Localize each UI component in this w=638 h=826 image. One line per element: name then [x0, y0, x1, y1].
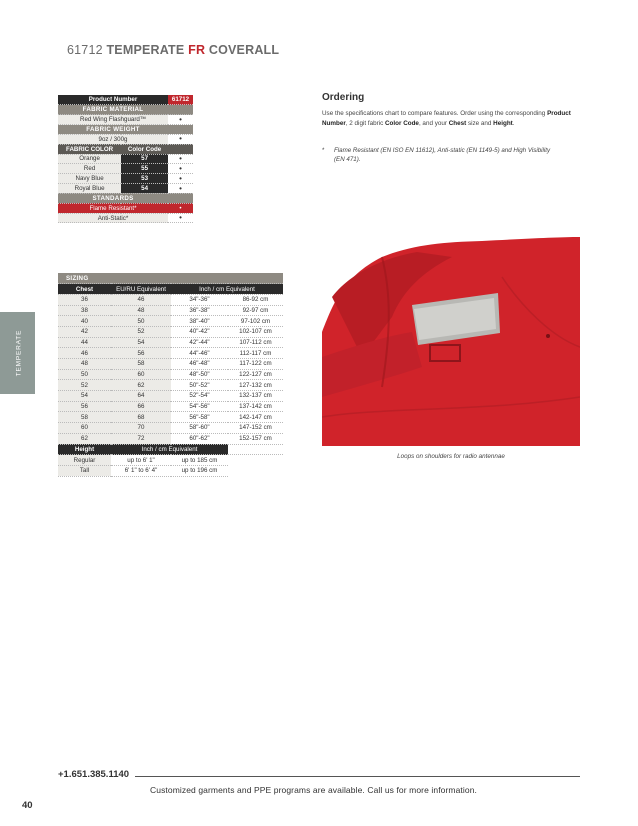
side-tab: [0, 312, 35, 394]
color-name: Red: [58, 164, 121, 174]
color-code: 54: [121, 184, 168, 194]
eu-header: EU/RU Equivalent: [111, 284, 171, 295]
eu-size: 54: [111, 337, 171, 348]
color-code: 55: [121, 164, 168, 174]
chest-size: 42: [58, 326, 111, 337]
inch-range: 48"-50": [171, 369, 228, 380]
inch-range: 42"-44": [171, 337, 228, 348]
ordering-heading: Ordering: [322, 92, 365, 103]
product-number-label: Product Number: [58, 95, 168, 105]
eu-size: 70: [111, 423, 171, 434]
size-row: [58, 401, 283, 412]
height-name: Tall: [58, 465, 111, 476]
standard-anti-static: Anti-Static*: [58, 213, 168, 223]
inch-range: 36"-38": [171, 305, 228, 316]
product-table: [58, 95, 193, 223]
fabric-material-header: FABRIC MATERIAL: [58, 105, 168, 115]
footnote-text: Flame Resistant (EN ISO EN 11612), Anti-static (EN 1149-5) and High Visibility (EN 471).: [334, 147, 551, 163]
eu-size: 50: [111, 316, 171, 327]
chest-size: 36: [58, 294, 111, 305]
inch-cm-header: Inch / cm Equivalent: [171, 284, 283, 295]
chest-size: 38: [58, 305, 111, 316]
chest-size: 46: [58, 348, 111, 359]
eu-size: 72: [111, 433, 171, 444]
product-header-row: [58, 95, 193, 105]
fabric-weight-value: 9oz / 300g: [58, 134, 168, 144]
ordering-section: [322, 92, 572, 128]
eu-size: 64: [111, 391, 171, 402]
color-name: Royal Blue: [58, 184, 121, 194]
eu-size: 58: [111, 359, 171, 370]
size-row: [58, 391, 283, 402]
inch-range: 56"-58": [171, 412, 228, 423]
eu-size: 68: [111, 412, 171, 423]
cm-range: 92-97 cm: [228, 305, 283, 316]
inch-range: 50"-52": [171, 380, 228, 391]
color-row: [58, 154, 193, 164]
inch-range: 58"-60": [171, 423, 228, 434]
availability-dot: •: [168, 203, 193, 213]
footer-divider: [135, 776, 580, 777]
side-tab-label: TEMPERATE: [15, 329, 23, 377]
chest-size: 58: [58, 412, 111, 423]
color-row: [58, 164, 193, 174]
standard-flame-resistant: Flame Resistant*: [58, 203, 168, 213]
height-cm: up to 196 cm: [171, 465, 228, 476]
height-row: [58, 465, 283, 476]
chest-size: 44: [58, 337, 111, 348]
color-code-header: Color Code: [121, 144, 168, 154]
size-row: [58, 412, 283, 423]
availability-dot: •: [168, 174, 193, 184]
size-row: [58, 337, 283, 348]
chest-size: 40: [58, 316, 111, 327]
height-header: Height: [58, 444, 111, 455]
chest-size: 48: [58, 359, 111, 370]
eu-size: 60: [111, 369, 171, 380]
size-row: [58, 423, 283, 434]
cm-range: 142-147 cm: [228, 412, 283, 423]
cm-range: 152-157 cm: [228, 433, 283, 444]
cm-range: 107-112 cm: [228, 337, 283, 348]
inch-range: 34"-36": [171, 294, 228, 305]
eu-size: 56: [111, 348, 171, 359]
cm-range: 147-152 cm: [228, 423, 283, 434]
availability-dot: •: [168, 213, 193, 223]
color-name: Navy Blue: [58, 174, 121, 184]
size-row: [58, 316, 283, 327]
fabric-material-value: Red Wing Flashguard™: [58, 115, 168, 125]
title-code: 61712: [67, 43, 103, 57]
height-row: [58, 455, 283, 466]
color-row: [58, 184, 193, 194]
eu-size: 52: [111, 326, 171, 337]
footer-text: Customized garments and PPE programs are available. Call us for more information.: [150, 785, 477, 795]
eu-size: 62: [111, 380, 171, 391]
inch-range: 38"-40": [171, 316, 228, 327]
cm-range: 127-132 cm: [228, 380, 283, 391]
availability-dot: •: [168, 164, 193, 174]
eu-size: 66: [111, 401, 171, 412]
availability-dot: •: [168, 154, 193, 164]
inch-range: 52"-54": [171, 391, 228, 402]
color-code: 53: [121, 174, 168, 184]
cm-range: 122-127 cm: [228, 369, 283, 380]
standards-header: STANDARDS: [58, 193, 168, 203]
title-fr: FR: [188, 43, 206, 57]
color-code: 57: [121, 154, 168, 164]
cm-range: 102-107 cm: [228, 326, 283, 337]
size-row: [58, 305, 283, 316]
phone-number: +1.651.385.1140: [58, 769, 130, 780]
chest-header: Chest: [58, 284, 111, 295]
inch-range: 54"-56": [171, 401, 228, 412]
size-row: [58, 326, 283, 337]
photo-caption: Loops on shoulders for radio antennae: [397, 453, 505, 460]
size-row: [58, 369, 283, 380]
cm-range: 137-142 cm: [228, 401, 283, 412]
inch-range: 44"-46": [171, 348, 228, 359]
title-name-post: COVERALL: [208, 43, 280, 57]
size-row: [58, 433, 283, 444]
sizing-header: SIZING: [58, 273, 283, 284]
height-name: Regular: [58, 455, 111, 466]
height-inch: 6' 1" to 6' 4": [111, 465, 171, 476]
sizing-table: [58, 273, 283, 477]
inch-range: 60"-62": [171, 433, 228, 444]
size-row: [58, 359, 283, 370]
height-cm: up to 185 cm: [171, 455, 228, 466]
cm-range: 117-122 cm: [228, 359, 283, 370]
availability-dot: •: [168, 184, 193, 194]
size-row: [58, 380, 283, 391]
height-equiv-header: Inch / cm Equivalent: [111, 444, 228, 455]
title-name-pre: TEMPERATE: [106, 43, 185, 57]
chest-size: 54: [58, 391, 111, 402]
standards-footnote: [322, 146, 552, 164]
chest-size: 50: [58, 369, 111, 380]
eu-size: 46: [111, 294, 171, 305]
height-inch: up to 6' 1": [111, 455, 171, 466]
inch-range: 46"-48": [171, 359, 228, 370]
inch-range: 40"-42": [171, 326, 228, 337]
chest-size: 56: [58, 401, 111, 412]
cm-range: 112-117 cm: [228, 348, 283, 359]
page-number: 40: [22, 800, 33, 811]
fabric-weight-header: FABRIC WEIGHT: [58, 125, 168, 135]
chest-size: 60: [58, 423, 111, 434]
product-photo: [322, 237, 580, 446]
footnote-asterisk: *: [322, 147, 325, 154]
chest-size: 62: [58, 433, 111, 444]
eu-size: 48: [111, 305, 171, 316]
availability-dot: •: [168, 115, 193, 125]
color-row: [58, 174, 193, 184]
fabric-color-header: FABRIC COLOR: [58, 144, 121, 154]
cm-range: 86-92 cm: [228, 294, 283, 305]
availability-dot: •: [168, 134, 193, 144]
size-row: [58, 348, 283, 359]
page-title: [67, 43, 279, 57]
product-number-value: 61712: [168, 95, 193, 105]
color-name: Orange: [58, 154, 121, 164]
size-row: [58, 294, 283, 305]
ordering-text: Use the specifications chart to compare features. Order using the corresponding Product Number, 2 digit fabric Color Code, and your Chest size and Height.: [322, 110, 571, 127]
chest-size: 52: [58, 380, 111, 391]
cm-range: 97-102 cm: [228, 316, 283, 327]
cm-range: 132-137 cm: [228, 391, 283, 402]
